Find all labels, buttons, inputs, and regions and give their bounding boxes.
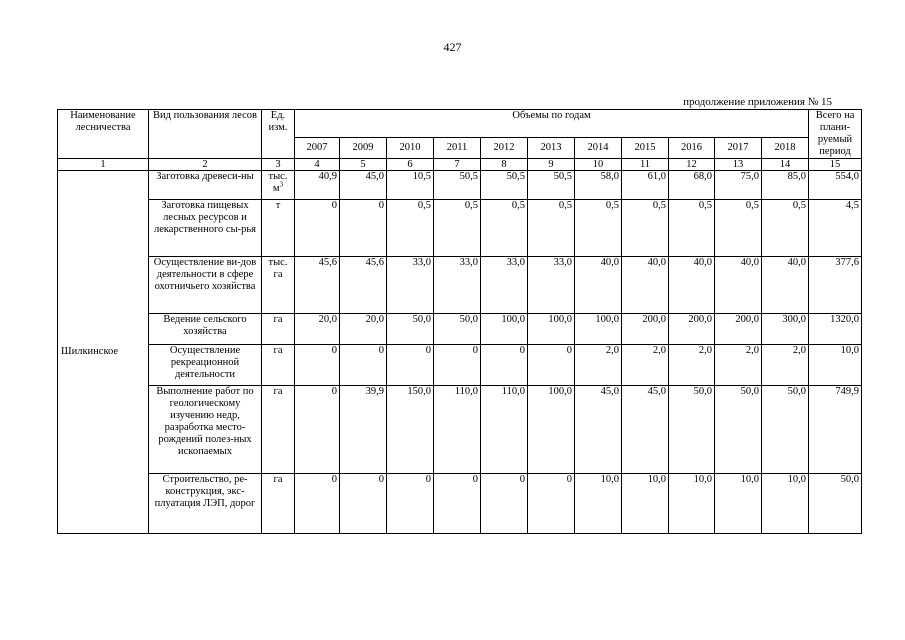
value-cell: 110,0 xyxy=(434,386,481,474)
year-header: 2015 xyxy=(622,138,669,159)
total-cell: 10,0 xyxy=(809,345,862,386)
column-number: 2 xyxy=(149,159,262,171)
value-cell: 61,0 xyxy=(622,171,669,200)
value-cell: 75,0 xyxy=(715,171,762,200)
use-type-cell: Заготовка пищевых лесных ресурсов и лекарственного сы-рья xyxy=(149,200,262,257)
value-cell: 0 xyxy=(340,345,387,386)
column-number: 11 xyxy=(622,159,669,171)
value-cell: 300,0 xyxy=(762,314,809,345)
value-cell: 50,5 xyxy=(528,171,575,200)
table-row xyxy=(58,171,862,200)
value-cell: 0,5 xyxy=(669,200,715,257)
year-header: 2018 xyxy=(762,138,809,159)
value-cell: 0,5 xyxy=(387,200,434,257)
column-number: 9 xyxy=(528,159,575,171)
table-row xyxy=(58,474,862,534)
year-header: 2010 xyxy=(387,138,434,159)
page-number: 427 xyxy=(443,40,462,54)
value-cell: 10,0 xyxy=(669,474,715,534)
year-header: 2012 xyxy=(481,138,528,159)
value-cell: 40,0 xyxy=(622,257,669,314)
value-cell: 50,5 xyxy=(481,171,528,200)
table-row xyxy=(58,257,862,314)
value-cell: 10,0 xyxy=(715,474,762,534)
value-cell: 2,0 xyxy=(575,345,622,386)
column-number: 10 xyxy=(575,159,622,171)
value-cell: 0 xyxy=(481,345,528,386)
value-cell: 150,0 xyxy=(387,386,434,474)
column-number: 8 xyxy=(481,159,528,171)
year-header: 2013 xyxy=(528,138,575,159)
header-unit: Ед. изм. xyxy=(262,110,295,159)
column-number: 6 xyxy=(387,159,434,171)
value-cell: 2,0 xyxy=(669,345,715,386)
unit-cell: га xyxy=(262,474,295,534)
use-type-cell: Строительство, ре-конструкция, экс-плуатация ЛЭП, дорог xyxy=(149,474,262,534)
table-row xyxy=(58,386,862,474)
column-numbers-row xyxy=(58,159,862,171)
header-row xyxy=(58,110,862,138)
value-cell: 0 xyxy=(295,474,340,534)
value-cell: 0,5 xyxy=(575,200,622,257)
value-cell: 68,0 xyxy=(669,171,715,200)
year-header: 2007 xyxy=(295,138,340,159)
year-header: 2017 xyxy=(715,138,762,159)
value-cell: 33,0 xyxy=(481,257,528,314)
total-cell: 749,9 xyxy=(809,386,862,474)
table-row xyxy=(58,200,862,257)
unit-cell: т xyxy=(262,200,295,257)
column-number: 13 xyxy=(715,159,762,171)
value-cell: 85,0 xyxy=(762,171,809,200)
value-cell: 0 xyxy=(340,474,387,534)
value-cell: 10,0 xyxy=(575,474,622,534)
value-cell: 0 xyxy=(387,345,434,386)
value-cell: 0 xyxy=(340,200,387,257)
value-cell: 0 xyxy=(295,386,340,474)
value-cell: 0 xyxy=(481,474,528,534)
value-cell: 33,0 xyxy=(528,257,575,314)
table-row xyxy=(58,314,862,345)
value-cell: 50,0 xyxy=(669,386,715,474)
value-cell: 0 xyxy=(434,474,481,534)
value-cell: 10,0 xyxy=(762,474,809,534)
value-cell: 200,0 xyxy=(669,314,715,345)
column-number: 15 xyxy=(809,159,862,171)
value-cell: 50,0 xyxy=(715,386,762,474)
use-type-cell: Осуществление рекреационной деятельности xyxy=(149,345,262,386)
column-number: 4 xyxy=(295,159,340,171)
value-cell: 45,0 xyxy=(340,171,387,200)
header-use-type: Вид пользования лесов xyxy=(149,110,262,159)
value-cell: 0,5 xyxy=(528,200,575,257)
unit-cell: га xyxy=(262,314,295,345)
value-cell: 0 xyxy=(387,474,434,534)
value-cell: 200,0 xyxy=(715,314,762,345)
value-cell: 0,5 xyxy=(622,200,669,257)
volumes-table xyxy=(57,109,862,534)
value-cell: 0,5 xyxy=(434,200,481,257)
total-cell: 377,6 xyxy=(809,257,862,314)
value-cell: 0,5 xyxy=(762,200,809,257)
unit-cell: тыс. га xyxy=(262,257,295,314)
use-type-cell: Выполнение работ по геологическому изучению недр, разработка место-рождений полез-ных ископаемых xyxy=(149,386,262,474)
total-cell: 1320,0 xyxy=(809,314,862,345)
value-cell: 0,5 xyxy=(715,200,762,257)
value-cell: 58,0 xyxy=(575,171,622,200)
year-header: 2014 xyxy=(575,138,622,159)
value-cell: 2,0 xyxy=(715,345,762,386)
value-cell: 50,5 xyxy=(434,171,481,200)
use-type-cell: Заготовка древеси-ны xyxy=(149,171,262,200)
value-cell: 0 xyxy=(295,345,340,386)
column-number: 14 xyxy=(762,159,809,171)
header-total: Всего на плани-руемый период xyxy=(809,110,862,159)
value-cell: 45,6 xyxy=(295,257,340,314)
total-cell: 50,0 xyxy=(809,474,862,534)
value-cell: 100,0 xyxy=(528,386,575,474)
column-number: 12 xyxy=(669,159,715,171)
value-cell: 40,9 xyxy=(295,171,340,200)
value-cell: 2,0 xyxy=(762,345,809,386)
value-cell: 100,0 xyxy=(528,314,575,345)
value-cell: 40,0 xyxy=(669,257,715,314)
use-type-cell: Ведение сельского хозяйства xyxy=(149,314,262,345)
value-cell: 40,0 xyxy=(762,257,809,314)
total-cell: 4,5 xyxy=(809,200,862,257)
value-cell: 20,0 xyxy=(295,314,340,345)
column-number: 3 xyxy=(262,159,295,171)
unit-cell: га xyxy=(262,386,295,474)
header-volumes: Объемы по годам xyxy=(295,110,809,138)
unit-cell: га xyxy=(262,345,295,386)
value-cell: 39,9 xyxy=(340,386,387,474)
value-cell: 2,0 xyxy=(622,345,669,386)
total-cell: 554,0 xyxy=(809,171,862,200)
value-cell: 0 xyxy=(528,474,575,534)
value-cell: 10,0 xyxy=(622,474,669,534)
value-cell: 0 xyxy=(434,345,481,386)
value-cell: 33,0 xyxy=(387,257,434,314)
value-cell: 33,0 xyxy=(434,257,481,314)
continuation-note: продолжение приложения № 15 xyxy=(683,96,832,108)
value-cell: 0 xyxy=(295,200,340,257)
value-cell: 10,5 xyxy=(387,171,434,200)
value-cell: 0 xyxy=(528,345,575,386)
value-cell: 200,0 xyxy=(622,314,669,345)
value-cell: 0,5 xyxy=(481,200,528,257)
value-cell: 110,0 xyxy=(481,386,528,474)
table-row xyxy=(58,345,862,386)
column-number: 1 xyxy=(58,159,149,171)
column-number: 7 xyxy=(434,159,481,171)
value-cell: 50,0 xyxy=(387,314,434,345)
year-header: 2016 xyxy=(669,138,715,159)
year-header: 2009 xyxy=(340,138,387,159)
forestry-name: Шилкинское xyxy=(58,171,149,534)
value-cell: 50,0 xyxy=(762,386,809,474)
value-cell: 40,0 xyxy=(575,257,622,314)
value-cell: 50,0 xyxy=(434,314,481,345)
header-forestry: Наименование лесничества xyxy=(58,110,149,159)
value-cell: 45,6 xyxy=(340,257,387,314)
value-cell: 100,0 xyxy=(481,314,528,345)
unit-cell: тыс. $м^3$ xyxy=(262,171,295,200)
value-cell: 45,0 xyxy=(575,386,622,474)
value-cell: 40,0 xyxy=(715,257,762,314)
value-cell: 20,0 xyxy=(340,314,387,345)
value-cell: 45,0 xyxy=(622,386,669,474)
use-type-cell: Осуществление ви-дов деятельности в сфере охотничьего хозяйства xyxy=(149,257,262,314)
year-header: 2011 xyxy=(434,138,481,159)
value-cell: 100,0 xyxy=(575,314,622,345)
column-number: 5 xyxy=(340,159,387,171)
